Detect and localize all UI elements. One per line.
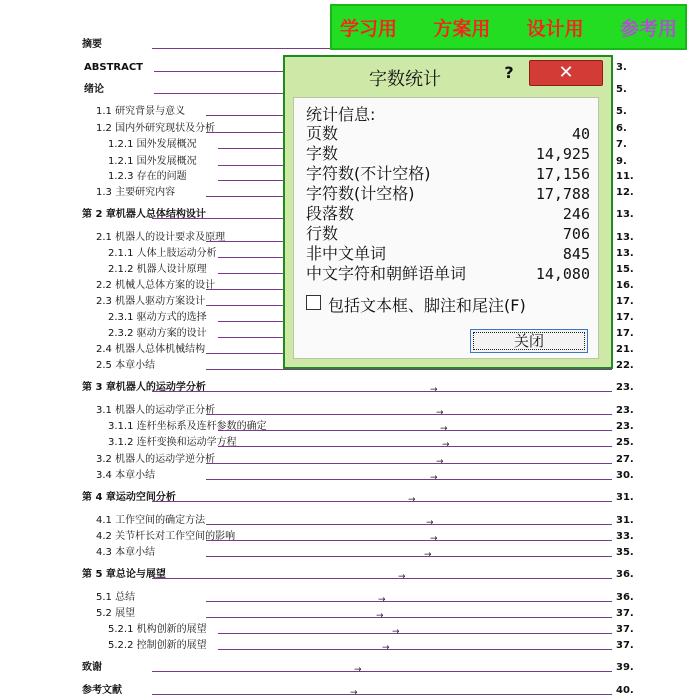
toc-entry-page: 13. — [616, 248, 634, 259]
close-icon[interactable]: ✕ — [529, 60, 603, 86]
stat-row-pages — [306, 124, 590, 144]
stat-value: 246 — [562, 205, 590, 223]
toc-entry-title: ABSTRACT — [84, 62, 143, 73]
toc-entry-page: 22. — [616, 360, 634, 371]
stat-value: 14,080 — [535, 265, 590, 283]
toc-entry[interactable] — [0, 514, 700, 528]
toc-entry-page: 25. — [616, 437, 634, 448]
toc-entry[interactable] — [0, 591, 700, 605]
toc-leader-line — [206, 617, 612, 618]
toc-entry-title: 2.3 机器人驱动方案设计 — [96, 296, 206, 307]
banner-item-study: 学习用 — [340, 17, 398, 40]
toc-leader-line — [218, 446, 612, 447]
toc-leader-line — [206, 414, 612, 415]
tab-arrow-icon: → — [426, 518, 434, 528]
toc-leader-line — [206, 601, 612, 602]
toc-entry-page: 31. — [616, 515, 634, 526]
toc-entry[interactable] — [0, 661, 700, 675]
toc-entry-title: 摘要 — [82, 39, 102, 50]
stat-label: 字符数(不计空格) — [306, 164, 431, 183]
dialog-title: 字数统计 — [369, 69, 441, 90]
toc-entry-title: 第 3 章机器人的运动学分析 — [82, 382, 206, 393]
toc-entry-page: 17. — [616, 296, 634, 307]
include-textboxes-checkbox-row[interactable] — [306, 292, 596, 314]
toc-entry-title: 5.1 总结 — [96, 592, 136, 603]
stat-row-paragraphs — [306, 204, 590, 224]
tab-arrow-icon: → — [408, 495, 416, 505]
toc-entry-title: 1.1 研究背景与意义 — [96, 106, 186, 117]
toc-leader-line — [206, 524, 612, 525]
toc-entry-title: 3.1.1 连杆坐标系及连杆参数的确定 — [108, 421, 267, 432]
toc-entry-page: 39. — [616, 662, 634, 673]
usage-banner — [330, 4, 687, 50]
toc-entry[interactable] — [0, 684, 700, 698]
toc-entry[interactable] — [0, 381, 700, 395]
stat-value: 14,925 — [535, 145, 590, 163]
toc-entry[interactable] — [0, 453, 700, 467]
toc-entry-title: 5.2.2 控制创新的展望 — [108, 640, 207, 651]
stat-value: 706 — [562, 225, 590, 243]
toc-entry-title: 第 2 章机器人总体结构设计 — [82, 209, 206, 220]
toc-entry-page: 27. — [616, 454, 634, 465]
toc-entry-page: 12. — [616, 187, 634, 198]
toc-entry-page: 16. — [616, 280, 634, 291]
toc-entry[interactable] — [0, 491, 700, 505]
banner-item-reference: 参考用 — [619, 17, 677, 40]
stat-value: 40 — [571, 125, 590, 143]
toc-entry-title: 2.3.1 驱动方式的选择 — [108, 312, 207, 323]
stat-value: 17,788 — [535, 185, 590, 203]
toc-entry-title: 致谢 — [82, 662, 102, 673]
toc-leader-line — [206, 540, 612, 541]
stat-label: 页数 — [306, 124, 339, 143]
close-button[interactable]: 关闭 — [470, 329, 588, 353]
toc-leader-line — [152, 671, 612, 672]
toc-entry[interactable] — [0, 607, 700, 621]
toc-entry[interactable] — [0, 469, 700, 483]
toc-entry-page: 17. — [616, 312, 634, 323]
toc-entry[interactable] — [0, 639, 700, 653]
toc-entry-title: 5.2 展望 — [96, 608, 136, 619]
toc-entry-page: 37. — [616, 608, 634, 619]
help-icon[interactable]: ? — [504, 63, 514, 82]
toc-entry-title: 3.1.2 连杆变换和运动学方程 — [108, 437, 237, 448]
tab-arrow-icon: → — [378, 595, 386, 605]
toc-leader-line — [218, 633, 612, 634]
tab-arrow-icon: → — [424, 550, 432, 560]
stat-label: 非中文单词 — [306, 244, 387, 263]
stat-row-words — [306, 144, 590, 164]
toc-entry-page: 40. — [616, 685, 634, 696]
toc-entry[interactable] — [0, 436, 700, 450]
toc-entry-page: 23. — [616, 421, 634, 432]
tab-arrow-icon: → — [430, 385, 438, 395]
toc-entry-title: 1.2.1 国外发展概况 — [108, 156, 197, 167]
toc-leader-line — [152, 694, 612, 695]
toc-entry-page: 35. — [616, 547, 634, 558]
stat-label: 段落数 — [306, 204, 355, 223]
toc-entry-page: 3. — [616, 62, 627, 73]
toc-entry-page: 13. — [616, 209, 634, 220]
toc-entry-page: 33. — [616, 531, 634, 542]
dialog-body — [293, 97, 599, 359]
stat-row-chars-with-spaces — [306, 184, 590, 204]
include-textboxes-checkbox[interactable] — [306, 295, 321, 310]
toc-leader-line — [206, 463, 612, 464]
toc-entry-title: 2.4 机器人总体机械结构 — [96, 344, 206, 355]
toc-entry-title: 2.5 本章小结 — [96, 360, 156, 371]
toc-entry[interactable] — [0, 623, 700, 637]
toc-entry-title: 3.1 机器人的运动学正分析 — [96, 405, 216, 416]
tab-arrow-icon: → — [430, 534, 438, 544]
stat-label: 中文字符和朝鲜语单词 — [306, 264, 467, 283]
toc-entry-title: 第 5 章总论与展望 — [82, 569, 166, 580]
toc-leader-line — [206, 479, 612, 480]
toc-entry-page: 37. — [616, 640, 634, 651]
toc-entry-page: 30. — [616, 470, 634, 481]
toc-entry-title: 4.2 关节杆长对工作空间的影响 — [96, 531, 236, 542]
statistics-heading: 统计信息: — [306, 105, 376, 124]
toc-entry-title: 2.1.1 人体上肢运动分析 — [108, 248, 217, 259]
dialog-titlebar[interactable] — [285, 57, 611, 93]
toc-entry-page: 36. — [616, 569, 634, 580]
banner-item-design: 设计用 — [526, 17, 584, 40]
word-count-dialog — [283, 55, 613, 369]
toc-entry-title: 第 4 章运动空间分析 — [82, 492, 176, 503]
tab-arrow-icon: → — [354, 665, 362, 675]
toc-entry-title: 4.3 本章小结 — [96, 547, 156, 558]
toc-entry-page: 37. — [616, 624, 634, 635]
toc-entry-page: 23. — [616, 382, 634, 393]
toc-entry-title: 3.4 本章小结 — [96, 470, 156, 481]
toc-entry-page: 21. — [616, 344, 634, 355]
include-textboxes-label[interactable]: 包括文本框、脚注和尾注(F) — [328, 296, 526, 315]
stat-label: 字符数(计空格) — [306, 184, 415, 203]
toc-entry-page: 15. — [616, 264, 634, 275]
stat-row-non-chinese-words — [306, 244, 590, 264]
toc-entry-page: 5. — [616, 106, 627, 117]
toc-entry-title: 2.2 机械人总体方案的设计 — [96, 280, 216, 291]
tab-arrow-icon: → — [430, 473, 438, 483]
toc-leader-line — [152, 391, 612, 392]
tab-arrow-icon: → — [350, 688, 358, 698]
toc-entry-title: 1.2 国内外研究现状及分析 — [96, 123, 216, 134]
banner-item-plan: 方案用 — [433, 17, 491, 40]
toc-entry-page: 11. — [616, 171, 634, 182]
stat-row-chinese-korean-chars — [306, 264, 590, 284]
toc-leader-line — [206, 556, 612, 557]
tab-arrow-icon: → — [398, 572, 406, 582]
toc-entry-title: 2.1.2 机器人设计原理 — [108, 264, 207, 275]
toc-entry-title: 3.2 机器人的运动学逆分析 — [96, 454, 216, 465]
toc-entry-title: 2.1 机器人的设计要求及原理 — [96, 232, 226, 243]
toc-entry[interactable] — [0, 568, 700, 582]
toc-leader-line — [218, 649, 612, 650]
toc-entry-page: 5. — [616, 84, 627, 95]
toc-leader-line — [152, 578, 612, 579]
toc-entry[interactable] — [0, 546, 700, 560]
toc-entry[interactable] — [0, 420, 700, 434]
stat-label: 字数 — [306, 144, 339, 163]
toc-leader-line — [218, 430, 612, 431]
toc-entry-title: 1.3 主要研究内容 — [96, 187, 176, 198]
toc-entry-title: 4.1 工作空间的确定方法 — [96, 515, 206, 526]
toc-leader-line — [152, 501, 612, 502]
toc-entry-page: 7. — [616, 139, 627, 150]
toc-entry-page: 13. — [616, 232, 634, 243]
toc-entry-title: 2.3.2 驱动方案的设计 — [108, 328, 207, 339]
toc-entry-page: 9. — [616, 156, 627, 167]
toc-entry-title: 1.2.3 存在的问题 — [108, 171, 187, 182]
tab-arrow-icon: → — [440, 424, 448, 434]
stat-label: 行数 — [306, 224, 339, 243]
toc-entry[interactable] — [0, 530, 700, 544]
stat-value: 17,156 — [535, 165, 590, 183]
stat-row-chars-no-spaces — [306, 164, 590, 184]
toc-entry-title: 绪论 — [84, 84, 104, 95]
tab-arrow-icon: → — [392, 627, 400, 637]
stat-row-lines — [306, 224, 590, 244]
toc-entry-title: 5.2.1 机构创新的展望 — [108, 624, 207, 635]
tab-arrow-icon: → — [442, 440, 450, 450]
toc-entry-page: 6. — [616, 123, 627, 134]
toc-leader-line — [206, 369, 612, 370]
toc-entry-page: 23. — [616, 405, 634, 416]
tab-arrow-icon: → — [382, 643, 390, 653]
tab-arrow-icon: → — [376, 611, 384, 621]
toc-entry[interactable] — [0, 404, 700, 418]
stat-value: 845 — [562, 245, 590, 263]
toc-entry-title: 参考文献 — [82, 685, 122, 696]
toc-entry-title: 1.2.1 国外发展概况 — [108, 139, 197, 150]
tab-arrow-icon: → — [436, 408, 444, 418]
tab-arrow-icon: → — [436, 457, 444, 467]
toc-entry-page: 31. — [616, 492, 634, 503]
toc-entry-page: 17. — [616, 328, 634, 339]
toc-entry-page: 36. — [616, 592, 634, 603]
